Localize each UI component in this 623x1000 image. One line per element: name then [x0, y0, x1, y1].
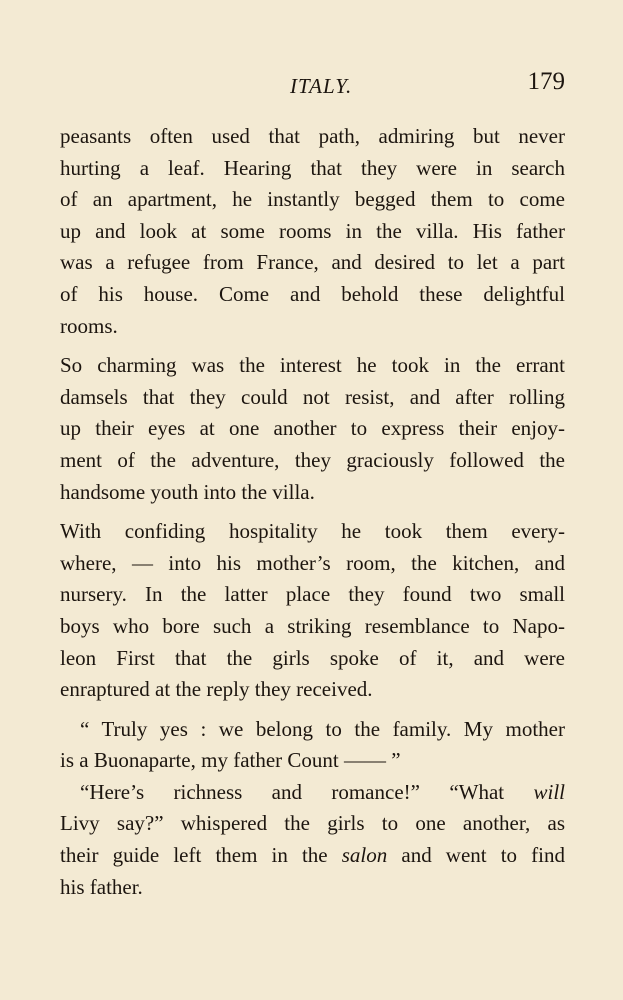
- text-line: rooms.: [60, 313, 118, 338]
- text-line: “Here’s richness and romance!” “What will: [80, 779, 565, 804]
- text-line: handsome youth into the villa.: [60, 479, 315, 504]
- text-line: is a Buonaparte, my father Count —— ”: [60, 748, 401, 773]
- body-text: [60, 121, 565, 903]
- text-line: his father.: [60, 874, 143, 899]
- text-line: hurting a leaf. Hearing that they were in search: [60, 155, 565, 180]
- text-line: leon First that the girls spoke of it, and were: [60, 645, 565, 670]
- text-line: up and look at some rooms in the villa. His father: [60, 218, 565, 243]
- text-line: enraptured at the reply they received.: [60, 677, 373, 702]
- text-line: nursery. In the latter place they found two small: [60, 582, 565, 607]
- text-line: ment of the adventure, they graciously followed the: [60, 447, 565, 472]
- text-line: of an apartment, he instantly begged them to come: [60, 187, 565, 212]
- running-head: ITALY.: [290, 74, 353, 98]
- text-line: where, — into his mother’s room, the kitchen, and: [60, 550, 565, 575]
- page-number: 179: [527, 68, 565, 95]
- text-line: Livy say?” whispered the girls to one another, as: [60, 811, 565, 836]
- text-line: peasants often used that path, admiring but never: [60, 124, 565, 148]
- text-line: their guide left them in the salon and went to find: [60, 843, 565, 868]
- page-header: [60, 66, 565, 106]
- text-line: of his house. Come and behold these delightful: [60, 281, 565, 306]
- text-line: up their eyes at one another to express their enjoy-: [60, 416, 565, 441]
- text-line: was a refugee from France, and desired to let a part: [60, 250, 565, 275]
- text-line: damsels that they could not resist, and after rolling: [60, 384, 565, 409]
- text-line: With confiding hospitality he took them every-: [60, 519, 565, 544]
- text-line: So charming was the interest he took in the errant: [60, 353, 565, 378]
- text-line: “ Truly yes : we belong to the family. My mother: [80, 716, 565, 741]
- text-line: boys who bore such a striking resemblance to Napo-: [60, 613, 565, 638]
